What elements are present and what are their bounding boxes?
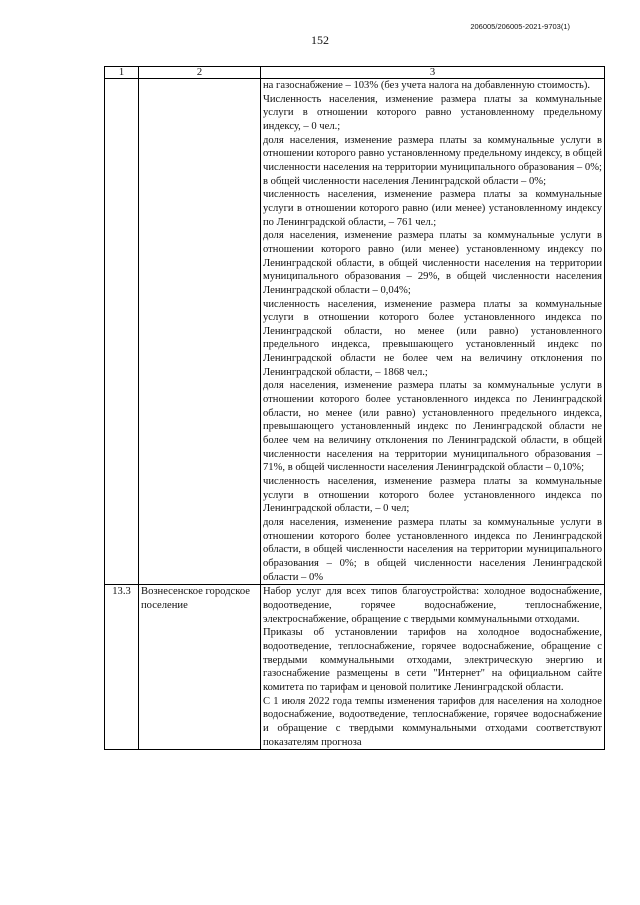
paragraph: доля населения, изменение размера платы за коммунальные услуги в отношении которого равно (или менее) установленному индексу по Ленинградской области, в общей численности населения на территории муниципального образования – 29%, в общей численности населения Ленинградской области – 0,04%;: [263, 230, 602, 296]
paragraph: Численность населения, изменение размера платы за коммунальные услуги в отношении которого равно установленному предельному индексу, – 0 чел.;: [263, 93, 602, 132]
row-number-cell: 13.3: [105, 585, 139, 750]
row-text-cell: [261, 79, 605, 585]
table-row: [105, 585, 605, 750]
page-number: 152: [311, 33, 329, 47]
paragraph: С 1 июля 2022 года темпы изменения тарифов для населения на холодное водоснабжение, водоотведение, теплоснабжение, горячее водоснабжение и обращение с твердыми коммунальными отходами соответствуют показателям прогноза: [263, 695, 602, 748]
row-number-cell: [105, 79, 139, 585]
paragraph: численность населения, изменение размера платы за коммунальные услуги в отношении которого более установленного индекса по Ленинградской области, – 0 чел;: [263, 476, 602, 515]
paragraph: на газоснабжение – 103% (без учета налога на добавленную стоимость).: [263, 80, 591, 91]
column-header-3: 3: [261, 67, 605, 79]
table-header-row: [105, 67, 605, 79]
row-name-cell: Вознесенское городское поселение: [139, 585, 261, 750]
paragraph: доля населения, изменение размера платы за коммунальные услуги в отношении которого равно установленному предельному индексу, в общей численности населения на территории муниципального образования – 0%; в общей численности населения Ленинградской области – 0%;: [263, 134, 602, 187]
row-name-cell: [139, 79, 261, 585]
column-header-2: 2: [139, 67, 261, 79]
paragraph: доля населения, изменение размера платы за коммунальные услуги в отношении которого более установленного индекса по Ленинградской области, в общей численности населения на территории муниципального образования – 0%; в общей численности населения Ленинградской области – 0%: [263, 517, 602, 583]
document-code: 206005/206005-2021-9703(1): [470, 22, 570, 31]
column-header-1: 1: [105, 67, 139, 79]
row-text-cell: [261, 585, 605, 750]
paragraph: Набор услуг для всех типов благоустройства: холодное водоснабжение, водоотведение, горячее водоснабжение, теплоснабжение, электроснабжение, обращение с твердыми коммунальными отходами.: [263, 586, 602, 625]
paragraph: численность населения, изменение размера платы за коммунальные услуги в отношении которого более установленного индекса по Ленинградской области, но менее (или равно) установленного предельного индекса, превышающего установленный индекс по Ленинградской области не более чем на величину отклонения по Ленинградской области, – 1868 чел.;: [263, 298, 602, 378]
paragraph: численность населения, изменение размера платы за коммунальные услуги в отношении которого равно (или менее) установленному индексу по Ленинградской области, – 761 чел.;: [263, 189, 602, 228]
paragraph: доля населения, изменение размера платы за коммунальные услуги в отношении которого более установленного индекса по Ленинградской области, но менее (или равно) установленного предельного индекса, превышающего установленный индекс по Ленинградской области не более чем на величину отклонения по Ленинградской области, в общей численности населения на территории муниципального образования – 71%, в общей численности населения Ленинградской области – 0,10%;: [263, 380, 602, 474]
data-table: [104, 66, 605, 750]
table-row: [105, 79, 605, 585]
paragraph: Приказы об установлении тарифов на холодное водоснабжение, водоотведение, теплоснабжение, горячее водоснабжение, обращение с твердыми коммунальными отходами, электрическую энергию и газоснабжение размещены в сети "Интернет" на официальном сайте комитета по тарифам и ценовой политике Ленинградской области.: [263, 627, 602, 693]
